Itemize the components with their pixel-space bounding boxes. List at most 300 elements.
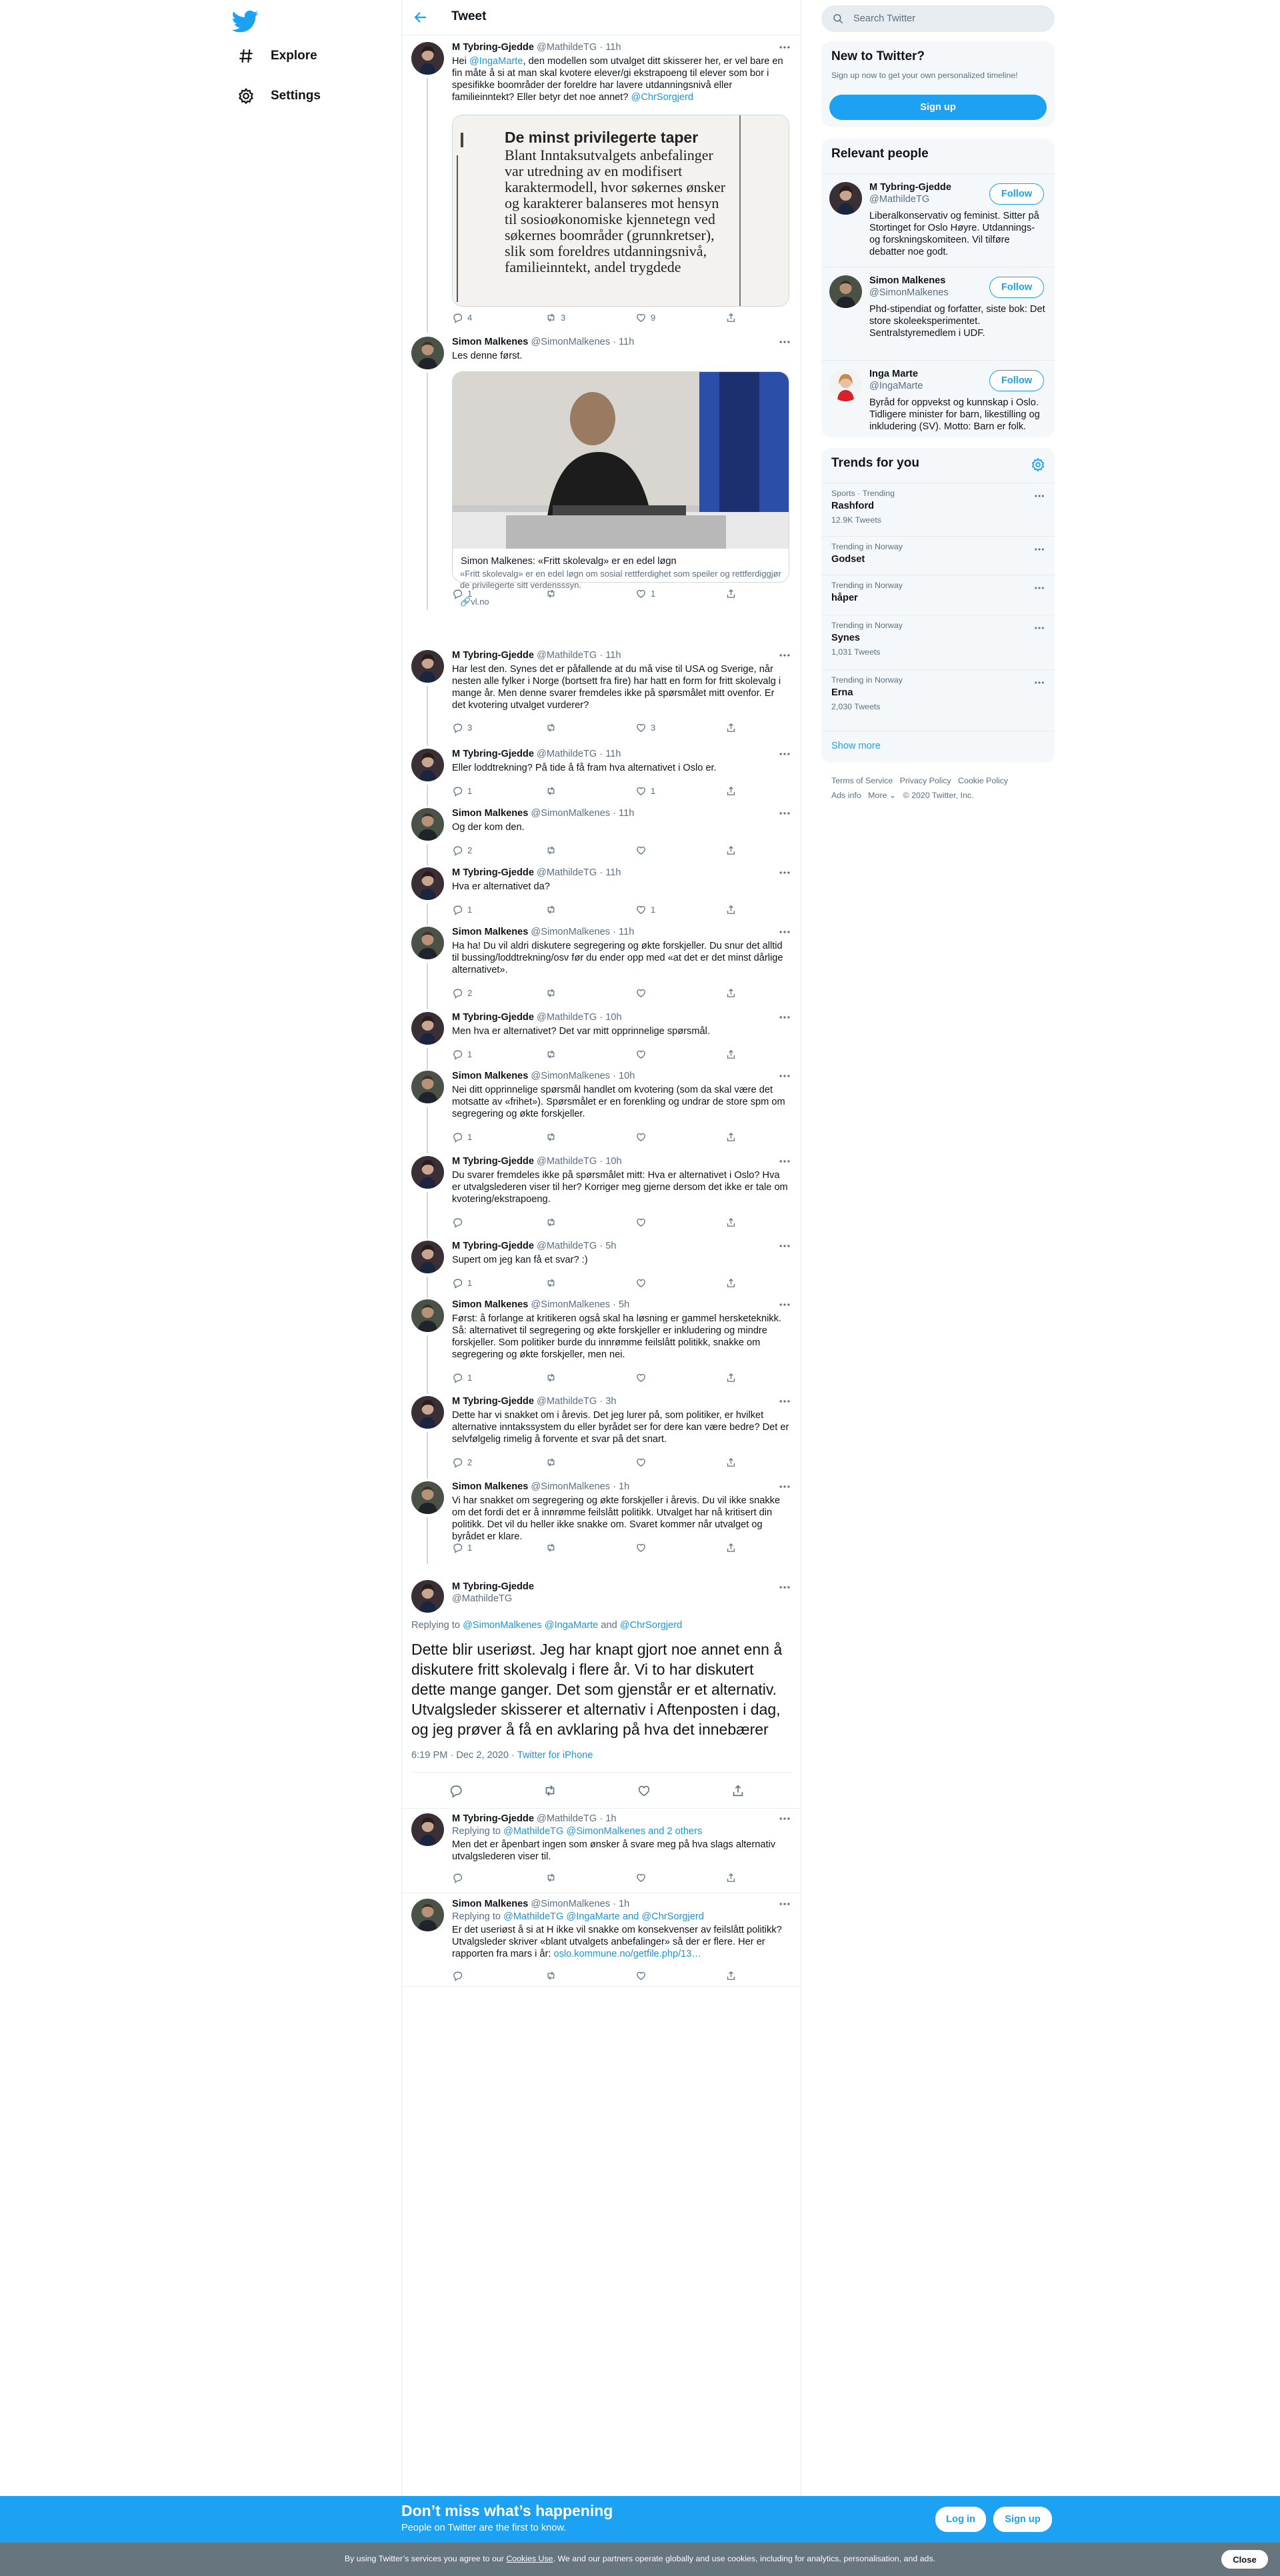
reply-button[interactable]: [452, 1542, 472, 1553]
dot-separator: ·: [610, 1071, 619, 1081]
nav-settings[interactable]: [229, 80, 329, 112]
cta-signup-button[interactable]: Sign up: [993, 2507, 1052, 2532]
text-part: Hei: [452, 56, 469, 67]
tweet-time[interactable]: 5h: [619, 1299, 630, 1310]
tweet-time[interactable]: 11h: [605, 749, 621, 759]
footer-ads[interactable]: Ads info: [831, 791, 861, 800]
author-handle[interactable]: @MathildeTG: [537, 749, 597, 759]
tweet-image[interactable]: [452, 115, 789, 307]
reply-icon: [452, 1217, 463, 1228]
author-handle[interactable]: @SimonMalkenes: [531, 1299, 611, 1310]
replying-to-link[interactable]: @ChrSorgjerd: [619, 1620, 683, 1631]
tweet-time[interactable]: 11h: [605, 867, 621, 878]
person-name[interactable]: M Tybring-Gjedde: [869, 182, 951, 193]
tweet-actions: [452, 904, 752, 917]
retweet-button[interactable]: [545, 1542, 561, 1553]
avatar[interactable]: [829, 182, 862, 215]
like-button[interactable]: [635, 1131, 651, 1143]
nav-explore[interactable]: [229, 40, 325, 72]
tweet-actions: [452, 722, 752, 735]
tweet-time[interactable]: 10h: [619, 1071, 635, 1081]
search-icon: [832, 13, 844, 25]
tweet-time[interactable]: 5h: [605, 1241, 617, 1251]
replying-to-link[interactable]: @MathildeTG @SimonMalkenes and 2 others: [503, 1826, 703, 1837]
more-icon[interactable]: [778, 1155, 791, 1168]
tweet-time[interactable]: 10h: [605, 1156, 622, 1167]
author-handle[interactable]: @MathildeTG: [537, 867, 597, 878]
trends-panel: [821, 448, 1055, 763]
thread-line: [427, 1048, 428, 1070]
reply-icon: [452, 987, 463, 999]
tweet-actions: [452, 588, 752, 601]
retweet-button[interactable]: [545, 1131, 561, 1143]
person-name[interactable]: Inga Marte: [869, 369, 918, 379]
reply-icon[interactable]: [449, 1783, 463, 1798]
trend-item[interactable]: [821, 669, 1055, 723]
tweet-time[interactable]: 1h: [619, 1481, 630, 1492]
avatar[interactable]: [411, 1299, 444, 1332]
search-input[interactable]: [821, 5, 1055, 32]
reply-count: 2: [467, 845, 473, 855]
dot-separator: ·: [597, 1241, 606, 1251]
show-more-link[interactable]: Show more: [821, 731, 1055, 761]
tweet-timestamp[interactable]: 6:19 PM · Dec 2, 2020: [411, 1750, 509, 1761]
retweet-button[interactable]: [545, 312, 565, 323]
more-icon[interactable]: [778, 1069, 791, 1083]
more-icon[interactable]: [778, 1395, 791, 1408]
retweet-button[interactable]: [545, 987, 561, 999]
like-button[interactable]: [635, 312, 655, 323]
author-name[interactable]: M Tybring-Gjedde: [452, 1156, 534, 1167]
like-button[interactable]: [635, 987, 651, 999]
share-button[interactable]: [725, 1372, 741, 1383]
reply-button[interactable]: [452, 1131, 472, 1143]
trend-count: 1,031 Tweets: [831, 647, 881, 657]
back-arrow-icon[interactable]: [413, 9, 429, 25]
like-count: 1: [651, 905, 656, 915]
reply-icon: [452, 1131, 463, 1143]
retweet-button[interactable]: [545, 1372, 561, 1383]
avatar[interactable]: [411, 749, 444, 781]
like-button[interactable]: [635, 1277, 651, 1289]
person-handle[interactable]: @SimonMalkenes: [869, 287, 949, 298]
reply-button[interactable]: [452, 312, 472, 323]
avatar[interactable]: [411, 1241, 444, 1273]
author-handle[interactable]: @SimonMalkenes: [531, 1071, 611, 1081]
share-icon: [725, 1372, 737, 1383]
reply-count: 1: [467, 1543, 473, 1553]
reply-icon: [452, 1872, 463, 1883]
avatar[interactable]: [411, 1156, 444, 1189]
more-icon[interactable]: [778, 1011, 791, 1024]
author-name[interactable]: M Tybring-Gjedde: [452, 867, 534, 878]
like-button[interactable]: [635, 785, 655, 797]
reply-button[interactable]: [452, 1970, 467, 1981]
tweet-header: [452, 650, 774, 661]
thread-line: [427, 1107, 428, 1153]
follow-button[interactable]: Follow: [989, 277, 1044, 298]
follow-button[interactable]: Follow: [989, 370, 1044, 391]
author-name[interactable]: M Tybring-Gjedde: [452, 749, 534, 759]
reply-count: 2: [467, 988, 473, 998]
person-handle[interactable]: @IngaMarte: [869, 381, 923, 391]
like-icon: [635, 1372, 647, 1383]
tweet-actions: [452, 845, 752, 858]
tweet[interactable]: [402, 337, 801, 607]
dot-separator: ·: [597, 650, 606, 661]
retweet-button[interactable]: [545, 904, 561, 915]
like-button[interactable]: [635, 904, 655, 915]
cookie-use-link[interactable]: Cookies Use: [506, 2554, 553, 2563]
retweet-button[interactable]: [545, 785, 561, 797]
like-icon: [635, 785, 647, 797]
author-handle[interactable]: @SimonMalkenes: [531, 927, 611, 937]
author-handle[interactable]: @SimonMalkenes: [531, 337, 611, 347]
reply-icon: [452, 1049, 463, 1060]
tweet-actions: [452, 1542, 752, 1555]
thread-line: [427, 785, 428, 807]
avatar[interactable]: [411, 1071, 444, 1103]
new-to-twitter-title: New to Twitter?: [831, 49, 925, 63]
tweet-time[interactable]: 10h: [605, 1012, 622, 1023]
reply-count: 1: [467, 905, 473, 915]
share-button[interactable]: [725, 785, 741, 797]
more-icon[interactable]: [778, 1298, 791, 1311]
retweet-button[interactable]: [545, 588, 561, 599]
share-button[interactable]: [725, 312, 741, 323]
margin-mark: [461, 133, 463, 147]
avatar[interactable]: [829, 275, 862, 308]
tweet[interactable]: [402, 808, 801, 863]
footer-more[interactable]: More ⌄: [868, 791, 897, 800]
nav-settings-label: Settings: [271, 89, 321, 103]
tweet[interactable]: [402, 867, 801, 923]
avatar[interactable]: [411, 1580, 444, 1613]
person-name[interactable]: Simon Malkenes: [869, 275, 946, 286]
thread-line: [427, 1517, 428, 1564]
like-button[interactable]: [635, 1872, 651, 1883]
more-icon[interactable]: [1033, 543, 1045, 555]
mention-link[interactable]: @IngaMarte: [469, 56, 523, 67]
author-name[interactable]: M Tybring-Gjedde: [452, 42, 534, 53]
tweet[interactable]: [402, 1396, 801, 1476]
retweet-button[interactable]: [545, 722, 561, 733]
like-icon: [635, 1542, 647, 1553]
tweet-header: [452, 1071, 774, 1081]
author-name[interactable]: Simon Malkenes: [452, 337, 529, 347]
replying-prefix: Replying to: [452, 1826, 504, 1837]
tweet-text: [452, 55, 790, 103]
like-count: 1: [651, 589, 656, 599]
avatar[interactable]: [411, 1396, 444, 1429]
tweet-time[interactable]: 11h: [619, 337, 635, 347]
share-icon: [725, 845, 737, 856]
share-icon: [725, 1131, 737, 1143]
more-icon[interactable]: [1033, 490, 1045, 502]
dot-separator: ·: [610, 1299, 619, 1310]
like-icon[interactable]: [637, 1783, 651, 1798]
more-icon[interactable]: [1033, 582, 1045, 594]
tweet-text: Hva er alternativet da?: [452, 881, 550, 892]
reply-button[interactable]: [452, 987, 472, 999]
share-button[interactable]: [725, 1457, 741, 1468]
tweet[interactable]: [402, 650, 801, 743]
author-name[interactable]: Simon Malkenes: [452, 1299, 529, 1310]
reply-button[interactable]: [452, 785, 472, 797]
author-handle[interactable]: @MathildeTG: [537, 650, 597, 661]
reply-tweet[interactable]: [402, 1899, 801, 1987]
avatar[interactable]: [411, 927, 444, 959]
tweet-time[interactable]: 11h: [605, 42, 621, 53]
replying-to: [452, 1825, 790, 1837]
retweet-icon[interactable]: [543, 1783, 557, 1798]
reply-button[interactable]: [452, 904, 472, 915]
share-button[interactable]: [725, 1217, 741, 1228]
like-button[interactable]: [635, 845, 651, 856]
tweet-text: Men hva er alternativet? Det var mitt opprinnelige spørsmål.: [452, 1026, 710, 1037]
avatar[interactable]: [411, 808, 444, 841]
avatar[interactable]: [411, 650, 444, 683]
person-card[interactable]: [821, 173, 1055, 267]
reply-button[interactable]: [452, 1277, 472, 1289]
mention-link[interactable]: @ChrSorgjerd: [631, 92, 694, 103]
more-icon[interactable]: [778, 335, 791, 349]
tweet-time[interactable]: 11h: [619, 927, 635, 937]
reply-button[interactable]: [452, 1372, 472, 1383]
retweet-button[interactable]: [545, 1970, 561, 1981]
settings-gear-icon[interactable]: [1031, 457, 1045, 472]
tweet[interactable]: [402, 1012, 801, 1067]
tweet-time[interactable]: 11h: [619, 808, 635, 819]
like-count: 3: [651, 723, 656, 733]
follow-button[interactable]: Follow: [989, 183, 1044, 205]
retweet-icon: [545, 722, 557, 733]
trend-count: 2,030 Tweets: [831, 702, 881, 711]
share-button[interactable]: [725, 1131, 741, 1143]
tweet[interactable]: [402, 1156, 801, 1236]
author-name[interactable]: M Tybring-Gjedde: [452, 1396, 534, 1407]
more-icon[interactable]: [778, 41, 791, 54]
like-button[interactable]: [635, 1457, 651, 1468]
avatar[interactable]: [411, 1899, 444, 1931]
footer-links: [831, 773, 1051, 803]
reply-button[interactable]: [452, 1457, 472, 1468]
reply-button[interactable]: [452, 845, 472, 856]
reply-button[interactable]: [452, 1217, 467, 1228]
author-handle[interactable]: @SimonMalkenes: [531, 1481, 611, 1492]
tweet[interactable]: [402, 927, 801, 1007]
tweet-header: [452, 42, 774, 53]
more-icon[interactable]: [778, 866, 791, 879]
gear-icon: [237, 87, 255, 105]
tweet-actions: [452, 1872, 752, 1885]
author-name[interactable]: M Tybring-Gjedde: [452, 1813, 534, 1824]
tweet-actions: [452, 785, 752, 799]
author-name[interactable]: Simon Malkenes: [452, 1899, 529, 1909]
reply-button[interactable]: [452, 1049, 472, 1060]
retweet-button[interactable]: [545, 1217, 561, 1228]
share-button[interactable]: [725, 1970, 741, 1981]
tweet-text: [452, 1924, 790, 1960]
more-icon[interactable]: [778, 1812, 791, 1825]
author-name[interactable]: Simon Malkenes: [452, 927, 529, 937]
retweet-icon: [545, 312, 557, 323]
like-button[interactable]: [635, 1049, 651, 1060]
retweet-button[interactable]: [545, 1277, 561, 1289]
like-button[interactable]: [635, 1217, 651, 1228]
avatar[interactable]: [411, 1481, 444, 1514]
author-name[interactable]: M Tybring-Gjedde: [452, 650, 534, 661]
more-icon[interactable]: [1033, 677, 1045, 689]
dot-separator: ·: [610, 1481, 619, 1492]
avatar[interactable]: [411, 42, 444, 75]
reply-icon: [452, 904, 463, 915]
author-name[interactable]: M Tybring-Gjedde: [452, 1241, 534, 1251]
signup-button[interactable]: Sign up: [829, 95, 1047, 120]
retweet-button[interactable]: [545, 1457, 561, 1468]
trend-context: Trending in Norway: [831, 621, 903, 630]
like-button[interactable]: [635, 1372, 651, 1383]
share-button[interactable]: [725, 588, 741, 599]
like-button[interactable]: [635, 1970, 651, 1981]
more-icon[interactable]: [778, 649, 791, 662]
author-handle[interactable]: @SimonMalkenes: [531, 1899, 611, 1909]
share-button[interactable]: [725, 1872, 741, 1883]
reply-button[interactable]: [452, 1872, 467, 1883]
retweet-button[interactable]: [545, 845, 561, 856]
author-name[interactable]: M Tybring-Gjedde: [452, 1581, 534, 1592]
trend-item[interactable]: [821, 575, 1055, 613]
tweet[interactable]: [402, 1071, 801, 1151]
author-handle[interactable]: @SimonMalkenes: [531, 808, 611, 819]
like-button[interactable]: [635, 722, 655, 733]
author-name[interactable]: Simon Malkenes: [452, 808, 529, 819]
cookie-close-button[interactable]: Close: [1221, 2550, 1268, 2569]
share-button[interactable]: [725, 1542, 741, 1553]
trend-item[interactable]: [821, 536, 1055, 575]
avatar[interactable]: [411, 337, 444, 369]
cookie-text-b: . We and our partners operate globally and use cookies, including for analytics, personalisation, and ads.: [553, 2554, 936, 2563]
author-name[interactable]: M Tybring-Gjedde: [452, 1012, 534, 1023]
trend-item[interactable]: [821, 483, 1055, 536]
more-icon[interactable]: [778, 1480, 791, 1493]
tweet-text: Først: å forlange at kritikeren også skal ha løsning er gammel hersketeknikk. Så: alternativet til segregering og økte forskjeller er inkludering og mindre forskjeller. Som politiker burde du innrømme feilslått politikk, snakke om segregering og økte forskjeller, men nei.: [452, 1313, 781, 1360]
report-link[interactable]: oslo.kommune.no/getfile.php/13…: [553, 1949, 701, 1959]
avatar[interactable]: [829, 369, 862, 401]
reply-icon: [452, 1542, 463, 1553]
person-bio: Byråd for oppvekst og kunnskap i Oslo. Tidligere minister for barn, likestilling og inkludering (SV). Motto: Barn er folk.: [869, 397, 1040, 432]
author-handle[interactable]: @MathildeTG: [537, 1241, 597, 1251]
person-handle[interactable]: @MathildeTG: [869, 194, 930, 205]
share-button[interactable]: [725, 1049, 741, 1060]
author-handle[interactable]: @MathildeTG: [537, 1813, 597, 1824]
login-button[interactable]: Log in: [935, 2507, 986, 2532]
share-button[interactable]: [725, 845, 741, 856]
author-handle[interactable]: @MathildeTG: [452, 1593, 513, 1604]
reply-tweet[interactable]: [402, 1813, 801, 1893]
column-rule: [457, 155, 458, 302]
clipping-body: Blant Inntaksutvalgets anbefalinger var utredning av en modifisert karaktermodell, hvor søkernes ønsker og karakterer balanseres mot hensyn til sosioøkonomiske kjennetegn ved søkernes boområder (grunnkretser), slik som foreldres utdanningsnivå, familieinntekt, andel trygdede: [505, 147, 726, 275]
more-icon[interactable]: [778, 747, 791, 761]
author-handle[interactable]: @MathildeTG: [537, 42, 597, 53]
like-button[interactable]: [635, 1542, 651, 1553]
retweet-button[interactable]: [545, 1872, 561, 1883]
tweet-time[interactable]: 1h: [619, 1899, 630, 1909]
dot-separator: ·: [597, 42, 606, 53]
footer-privacy[interactable]: Privacy Policy: [899, 776, 951, 785]
trend-item[interactable]: [821, 615, 1055, 668]
reply-button[interactable]: [452, 722, 472, 733]
share-icon: [725, 1277, 737, 1289]
more-icon[interactable]: [1033, 622, 1045, 634]
replying-to-link[interactable]: @SimonMalkenes @IngaMarte: [463, 1620, 599, 1631]
more-icon[interactable]: [778, 1897, 791, 1911]
more-icon[interactable]: [778, 1581, 791, 1594]
search-placeholder: Search Twitter: [853, 13, 916, 24]
like-icon: [635, 987, 647, 999]
cookie-text-a: By using Twitter’s services you agree to our: [344, 2554, 507, 2563]
avatar[interactable]: [411, 1813, 444, 1846]
tweet[interactable]: [402, 1481, 801, 1561]
avatar[interactable]: [411, 867, 444, 900]
tweet-text: Og der kom den.: [452, 822, 525, 833]
share-button[interactable]: [725, 904, 741, 915]
tweet[interactable]: [402, 1241, 801, 1296]
share-button[interactable]: [725, 722, 741, 733]
person-card[interactable]: [821, 267, 1055, 360]
author-handle[interactable]: @MathildeTG: [537, 1156, 597, 1167]
share-icon[interactable]: [731, 1783, 745, 1798]
dot-separator: ·: [597, 1012, 606, 1023]
tweet-header: [452, 749, 774, 759]
more-icon[interactable]: [778, 925, 791, 939]
retweet-icon: [545, 904, 557, 915]
tweet-time[interactable]: 11h: [605, 650, 621, 661]
share-icon: [725, 312, 737, 323]
reply-icon: [452, 312, 463, 323]
dot-separator: ·: [597, 867, 606, 878]
avatar[interactable]: [411, 1012, 444, 1045]
tweet-source[interactable]: Twitter for iPhone: [517, 1750, 593, 1761]
tweet[interactable]: [402, 42, 801, 330]
tweet-actions: [452, 1970, 752, 1983]
like-button[interactable]: [635, 588, 655, 599]
tweet-actions: [452, 1277, 752, 1291]
footer-terms[interactable]: Terms of Service: [831, 776, 893, 785]
more-icon[interactable]: [778, 1239, 791, 1253]
footer-cookie[interactable]: Cookie Policy: [958, 776, 1009, 785]
author-handle[interactable]: @MathildeTG: [537, 1012, 597, 1023]
tweet-time[interactable]: 1h: [605, 1813, 617, 1824]
replying-to-link[interactable]: @MathildeTG @IngaMarte and @ChrSorgjerd: [503, 1911, 704, 1922]
tweet[interactable]: [402, 1299, 801, 1391]
retweet-button[interactable]: [545, 1049, 561, 1060]
twitter-logo-icon[interactable]: [232, 8, 259, 35]
author-handle[interactable]: @MathildeTG: [537, 1396, 597, 1407]
tweet[interactable]: [402, 749, 801, 804]
link-card[interactable]: [452, 371, 789, 583]
share-icon: [725, 1457, 737, 1468]
cookie-banner: [0, 2543, 1280, 2576]
author-name[interactable]: Simon Malkenes: [452, 1481, 529, 1492]
link-domain: vl.no: [471, 597, 489, 607]
author-name[interactable]: Simon Malkenes: [452, 1071, 529, 1081]
more-icon[interactable]: [778, 807, 791, 820]
share-button[interactable]: [725, 1277, 741, 1289]
tweet-time[interactable]: 3h: [605, 1396, 617, 1407]
person-card[interactable]: [821, 360, 1055, 437]
share-button[interactable]: [725, 987, 741, 999]
